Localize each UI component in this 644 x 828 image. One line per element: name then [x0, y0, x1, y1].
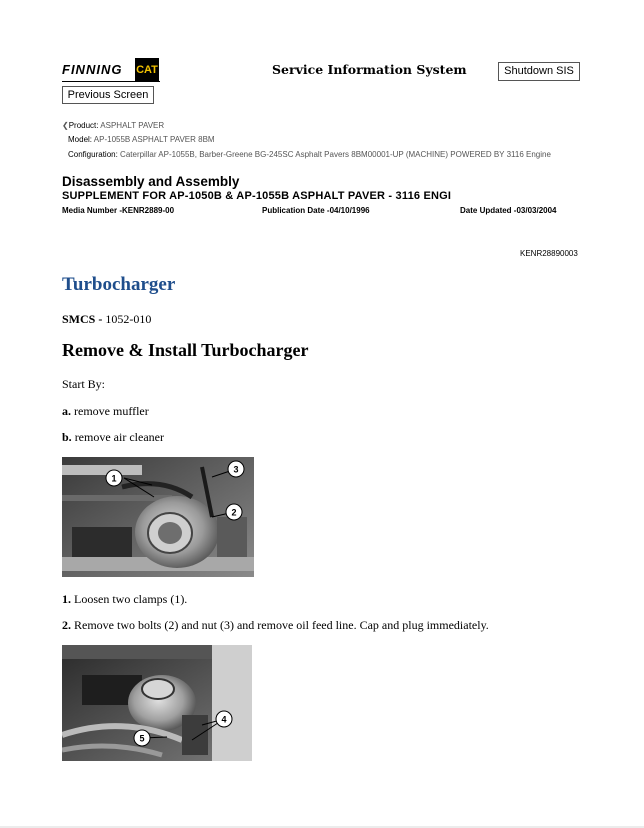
step-2 — [62, 618, 489, 633]
product-line — [62, 121, 164, 130]
configuration-label: Configuration: — [68, 150, 118, 159]
step-2-label: 2. — [62, 618, 71, 632]
svg-text:2: 2 — [231, 507, 237, 518]
logo-underline — [62, 81, 160, 82]
finning-logo: FINNING — [62, 62, 123, 77]
document-title: Disassembly and Assembly — [62, 174, 240, 189]
turbocharger-bolts-photo — [62, 645, 252, 761]
callout-3 — [228, 461, 244, 477]
previous-screen-button[interactable]: Previous Screen — [62, 86, 154, 104]
svg-text:4: 4 — [221, 714, 227, 725]
model-label: Model: — [68, 135, 93, 144]
date-updated: Date Updated -03/03/2004 — [460, 206, 557, 215]
start-by: Start By: — [62, 377, 106, 391]
procedure-heading: Remove & Install Turbocharger — [62, 340, 309, 360]
svg-text:1: 1 — [111, 473, 117, 484]
configuration-line — [68, 150, 551, 159]
page-title: Service Information System — [272, 62, 467, 77]
svg-text:3: 3 — [233, 464, 239, 475]
callout-2 — [226, 504, 242, 520]
step-a — [62, 404, 149, 419]
step-a-text: remove muffler — [71, 404, 149, 418]
configuration-value: Caterpillar AP-1055B, Barber-Greene BG-245SC Asphalt Pavers 8BM00001-UP (MACHINE) POWERED BY 3116 Engine — [120, 150, 551, 159]
callout-1 — [106, 470, 122, 486]
product-label: Product: — [68, 121, 99, 130]
step-1 — [62, 592, 187, 607]
step-1-text: Loosen two clamps (1). — [71, 592, 188, 606]
publication-date: Publication Date -04/10/1996 — [262, 206, 370, 215]
back-arrow-icon[interactable]: ❮ — [62, 121, 69, 130]
model-value: AP-1055B ASPHALT PAVER 8BM — [93, 135, 215, 144]
step-a-label: a. — [62, 404, 71, 418]
model-line — [68, 135, 215, 144]
step-b-text: remove air cleaner — [71, 430, 164, 444]
reference-number: KENR28890003 — [520, 249, 578, 258]
step-2-text: Remove two bolts (2) and nut (3) and remove oil feed line. Cap and plug immediately. — [71, 618, 489, 632]
step-b — [62, 430, 164, 445]
smcs-code — [62, 312, 151, 327]
smcs-value: 1052-010 — [102, 312, 152, 326]
step-1-label: 1. — [62, 592, 71, 606]
section-heading-turbocharger: Turbocharger — [62, 274, 176, 295]
document-subtitle: SUPPLEMENT FOR AP-1050B & AP-1055B ASPHALT PAVER - 3116 ENGI — [62, 190, 452, 202]
shutdown-sis-button[interactable]: Shutdown SIS — [498, 62, 580, 81]
product-value: ASPHALT PAVER — [100, 121, 165, 130]
cat-logo: CAT — [135, 58, 159, 82]
callout-4 — [216, 711, 232, 727]
svg-text:5: 5 — [139, 733, 145, 744]
turbocharger-clamps-photo — [62, 457, 254, 577]
step-b-label: b. — [62, 430, 72, 444]
callout-5 — [134, 730, 150, 746]
media-number: Media Number -KENR2889-00 — [62, 206, 175, 215]
smcs-label: SMCS - — [62, 312, 103, 326]
